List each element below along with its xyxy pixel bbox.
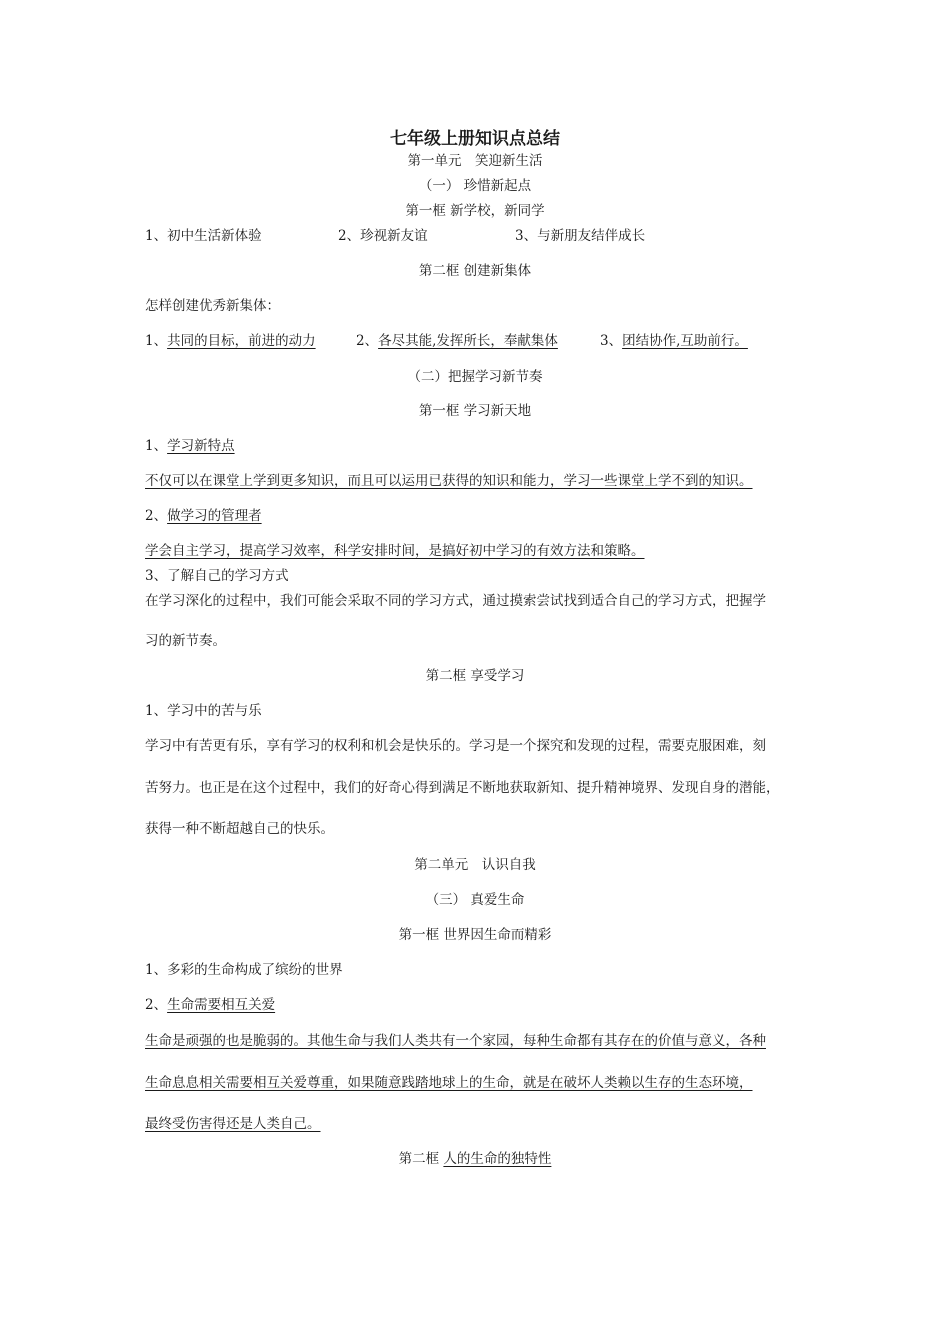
section-6-heading: 2、生命需要相互关爱 bbox=[145, 997, 276, 1013]
frame-1-1-heading: 第一框 新学校，新同学 bbox=[405, 203, 545, 219]
section-4-line-3: 获得一种不断超越自己的快乐。 bbox=[145, 821, 334, 837]
frame-3-1-heading: 第一框 世界因生命而精彩 bbox=[398, 927, 552, 943]
paragraph-how-create: 怎样创建优秀新集体： bbox=[145, 298, 280, 314]
section-2-text: 学会自主学习，提高学习效率，科学安排时间，是搞好初中学习的有效方法和策略。 bbox=[145, 543, 645, 559]
frame-2-2-heading: 第二框 享受学习 bbox=[425, 668, 525, 684]
section-4-line-1: 学习中有苦更有乐，享有学习的权利和机会是快乐的。学习是一个探究和发现的过程，需要克服困难，刻 bbox=[145, 738, 766, 754]
section-2-heading: 2、做学习的管理者 bbox=[145, 508, 262, 524]
section-1-heading: 1、学习新特点 bbox=[145, 438, 235, 454]
section-5-heading: 1、多彩的生命构成了缤纷的世界 bbox=[145, 962, 343, 978]
item-text: 各尽其能,发挥所长，奉献集体 bbox=[378, 333, 558, 349]
section-6-line-2: 生命息息相关需要相互关爱尊重，如果随意践踏地球上的生命，就是在破坏人类赖以生存的生态环境， bbox=[145, 1075, 753, 1091]
item-number: 2、 bbox=[356, 333, 379, 349]
item-number: 1、 bbox=[145, 333, 168, 349]
section-4-heading: 1、学习中的苦与乐 bbox=[145, 703, 262, 719]
lesson-3-heading: （三） 真爱生命 bbox=[425, 892, 525, 908]
section-3-line-2: 习的新节奏。 bbox=[145, 633, 226, 649]
unit-2-heading: 第二单元 认识自我 bbox=[414, 857, 536, 873]
list-item-1: 1、初中生活新体验 bbox=[145, 228, 262, 244]
section-3-heading: 3、了解自己的学习方式 bbox=[145, 568, 289, 584]
item-number: 3、 bbox=[600, 333, 623, 349]
section-3-line-1: 在学习深化的过程中，我们可能会采取不同的学习方式，通过摸索尝试找到适合自己的学习方式，把握学 bbox=[145, 593, 766, 609]
section-4-line-2: 苦努力。也正是在这个过程中，我们的好奇心得到满足不断地获取新知、提升精神境界、发现自身的潜能， bbox=[145, 780, 780, 796]
section-6-line-3: 最终受伤害得还是人类自己。 bbox=[145, 1116, 321, 1132]
frame-3-2-heading: 第二框 人的生命的独特性 bbox=[398, 1151, 552, 1167]
item-text: 团结协作,互助前行。 bbox=[622, 333, 748, 349]
collective-item-3 bbox=[600, 332, 748, 350]
lesson-2-heading: （二）把握学习新节奏 bbox=[407, 369, 543, 385]
frame-1-2-heading: 第二框 创建新集体 bbox=[418, 263, 532, 279]
lesson-1-heading: （一） 珍惜新起点 bbox=[418, 178, 532, 194]
collective-item-1 bbox=[145, 332, 316, 350]
item-text: 共同的目标，前进的动力 bbox=[167, 333, 316, 349]
unit-1-heading: 第一单元 笑迎新生活 bbox=[407, 153, 543, 169]
section-6-line-1: 生命是顽强的也是脆弱的。其他生命与我们人类共有一个家园，每种生命都有其存在的价值与意义，各种 bbox=[145, 1033, 766, 1049]
list-item-3: 3、与新朋友结伴成长 bbox=[515, 228, 646, 244]
collective-item-2 bbox=[356, 332, 558, 350]
list-item-2: 2、珍视新友谊 bbox=[338, 228, 428, 244]
section-1-text: 不仅可以在课堂上学到更多知识，而且可以运用已获得的知识和能力，学习一些课堂上学不到的知识。 bbox=[145, 473, 753, 489]
doc-title: 七年级上册知识点总结 bbox=[390, 129, 560, 149]
frame-2-1-heading: 第一框 学习新天地 bbox=[418, 403, 532, 419]
